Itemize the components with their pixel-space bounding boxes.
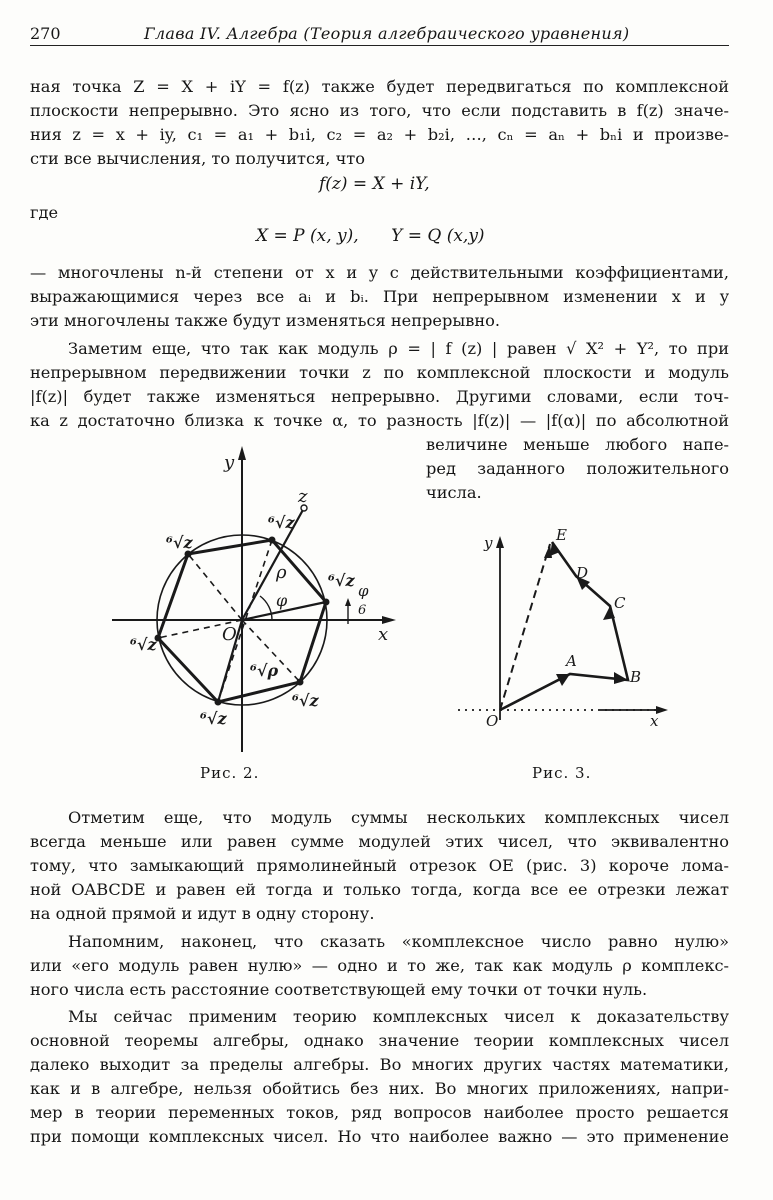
fig2-root-rho: ⁶√ρ [250,661,279,680]
figure-3-caption: Рис. 3. [532,764,592,782]
fig2-root-2: ⁶√z [166,533,193,552]
text-line: ка z достаточно близка к точке α, то разность |f(z)| — |f(α)| по абсолютной [30,411,729,430]
text-where: где [30,203,59,222]
text-line: мер в теории переменных токов, ряд вопросов наиболее просто решается [30,1103,729,1122]
text-line: сти все вычисления, то получится, что [30,149,365,168]
text-line: при помощи комплексных чисел. Но что наиболее важно — это применение [30,1127,729,1146]
fig3-label-C: C [614,594,626,612]
text-line: выражающимися через все aᵢ и bᵢ. При непрерывном изменении x и y [30,287,729,306]
text-line: непрерывном передвижении точки z по комплексной плоскости и модуль [30,363,729,382]
text-line: тому, что замыкающий прямолинейный отрезок OE (рис. 3) короче лома- [30,856,729,875]
text-line: Отметим еще, что модуль суммы нескольких комплексных чисел [68,808,729,827]
fig2-root-4: ⁶√z [130,635,157,654]
formula-fz: f(z) = X + iY, [319,174,430,194]
text-line: ного числа есть расстояние соответствующей ему точки от точки нуль. [30,980,648,999]
fig3-label-O: O [486,712,499,730]
fig3-label-D: D [576,564,589,582]
fig2-label-z: z [298,486,308,507]
fig2-root-1: ⁶√z [268,513,295,532]
fig2-label-rho: ρ [276,562,287,583]
fig2-root-6: ⁶√z [292,691,319,710]
fig2-label-y: y [224,452,235,473]
text-line: ной OABCDE и равен ей тогда и только тогда, когда все ее отрезки лежат [30,880,729,899]
text-line: — многочлены n-й степени от x и y с действительными коэффициентами, [30,263,729,282]
fig2-label-phi: φ [276,591,288,610]
fig3-label-A: A [566,652,577,670]
figure-2-caption: Рис. 2. [200,764,260,782]
text-line: плоскости непрерывно. Это ясно из того, что если подставить в f(z) значе- [30,101,729,120]
fig2-root-3: ⁶√z [328,571,355,590]
running-title: Глава IV. Алгебра (Теория алгебраического уравнения) [144,24,630,43]
text-line: или «его модуль равен нулю» — одно и то же, так как модуль ρ комплекс- [30,956,729,975]
text-line: далеко выходит за пределы алгебры. Во многих других частях математики, [30,1055,729,1074]
fig2-phi-frac-den: 6 [358,603,367,618]
figure-3 [450,520,680,750]
text-line: ная точка Z = X + iY = f(z) также будет передвигаться по комплексной [30,77,729,96]
text-line: Мы сейчас применим теорию комплексных чисел к доказательству [68,1007,729,1026]
fig3-OE-dashed [500,544,550,710]
text-line: Напомним, наконец, что сказать «комплексное число равно нулю» [68,932,729,951]
header-rule [30,45,729,46]
text-line: числа. [426,483,482,502]
text-line: основной теоремы алгебры, однако значение теории комплексных чисел [30,1031,729,1050]
text-line: как и в алгебре, нельзя обойтись без них. Во многих приложениях, напри- [30,1079,729,1098]
text-line: Заметим еще, что так как модуль ρ = | f (z) | равен √ X² + Y², то при [68,339,729,358]
fig2-phi-frac-num: φ [358,582,369,600]
text-line: величине меньше любого напе- [426,435,729,454]
formula-xy: X = P (x, y), Y = Q (x,y) [256,226,485,246]
fig3-label-y: y [484,534,493,552]
figure-2 [100,440,410,770]
text-line: эти многочлены также будут изменяться непрерывно. [30,311,501,330]
text-line: ния z = x + iy, c₁ = a₁ + b₁i, c₂ = a₂ + b₂i, …, cₙ = aₙ + bₙi и произве- [30,125,729,144]
fig2-label-x: x [378,624,389,645]
text-line: всегда меньше или равен сумме модулей этих чисел, что эквивалентно [30,832,729,851]
fig3-polyline [500,542,628,710]
fig2-label-O: O [222,624,237,645]
text-line: |f(z)| будет также изменяться непрерывно. Другими словами, если точ- [30,387,729,406]
fig3-label-B: B [630,668,642,686]
fig3-label-x: x [650,712,659,730]
page-number: 270 [30,24,61,43]
fig3-label-E: E [556,526,567,544]
text-line: на одной прямой и идут в одну сторону. [30,904,375,923]
page-header [30,20,730,46]
fig2-root-5: ⁶√z [200,709,227,728]
text-line: ред заданного положительного [426,459,729,478]
